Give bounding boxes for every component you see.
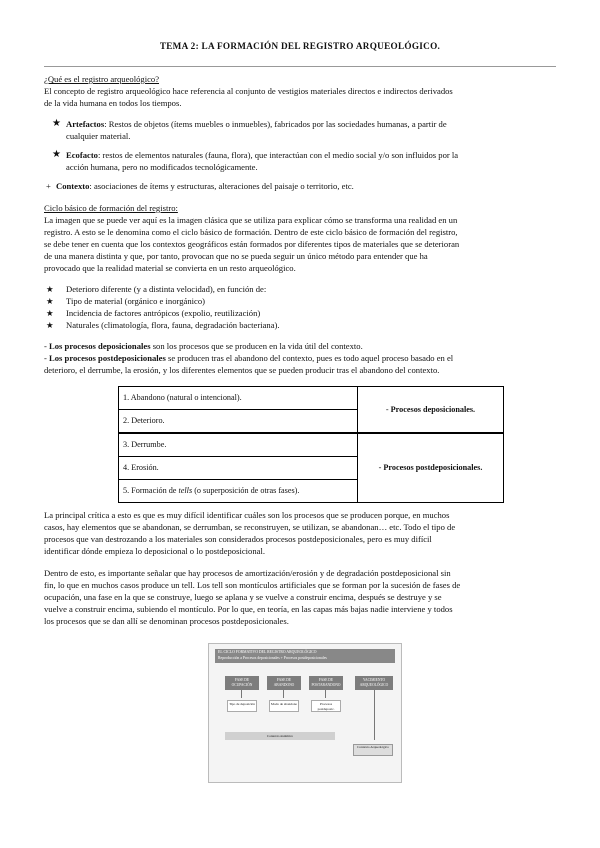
- table-cell: 3. Derrumbe.: [119, 433, 358, 457]
- figure-sub-box: Modo de abandono: [269, 700, 299, 712]
- group-deposicionales: - Procesos deposicionales.: [358, 387, 504, 434]
- tell-line-3: ocupación, una fase en la que se construye, luego se aplana y se vuelve a construir encima, después se destruye y se: [44, 592, 442, 602]
- figure-connector: [325, 690, 326, 698]
- table-cell: 5. Formación de tells (o superposición de otras fases).: [119, 480, 358, 503]
- star-bullet-icon: ★: [46, 284, 54, 294]
- bullet-material: ★ Tipo de material (orgánico e inorgánico): [46, 296, 205, 306]
- section-heading-registro: ¿Qué es el registro arqueológico?: [44, 74, 160, 84]
- tell-line-4: vuelve a construir encima, subiendo el montículo. Por lo que, en teoría, en las capas más bajas nadie interviene y todos: [44, 604, 453, 614]
- table-cell: 4. Erosión.: [119, 457, 358, 480]
- ciclo-line-5: provocado que la realidad material se convierta en un resto arqueológico.: [44, 263, 296, 273]
- def-deposicionales: - Los procesos deposicionales son los procesos que se producen en la vida útil del contexto.: [44, 341, 363, 351]
- group-postdeposicionales: - Procesos postdeposicionales.: [358, 433, 504, 503]
- figure-context-bar: Contexto sistémico: [225, 732, 335, 740]
- ciclo-line-1: La imagen que se puede ver aquí es la imagen clásica que se utiliza para explicar cómo se transforma una realidad en un: [44, 215, 458, 225]
- tell-line-5: los procesos que se dan allí se denominan procesos postdeposicionales.: [44, 616, 289, 626]
- star-bullet-icon: ★: [52, 118, 61, 129]
- tell-line-1: Dentro de esto, es importante señalar que hay procesos de amortización/erosión y de degradación postdeposicional sin: [44, 568, 451, 578]
- ciclo-line-3: se debe tener en cuenta que los contextos geográficos están formados por diferentes tipos de materiales que se deterioran: [44, 239, 460, 249]
- figure-phase-postabandono: FASE DE POSTABANDONO: [309, 676, 343, 690]
- table-row: [119, 387, 504, 410]
- critica-line-4: identificar dónde empieza lo deposicional o lo postdeposicional.: [44, 546, 265, 556]
- critica-line-2: casos, hay elementos que se abandonan, se derrumban, se reconstruyen, se utilizan, se abandonan… etc. Todo el tipo de: [44, 522, 456, 532]
- tell-line-2: fin, lo que en muchos casos produce un tell. Los tell son montículos artificiales que se forman por la sucesión de fases de: [44, 580, 461, 590]
- list-item-contexto: + Contexto: asociaciones de ítems y estructuras, alteraciones del paisaje o territorio, etc.: [46, 181, 354, 191]
- critica-line-1: La principal crítica a esto es que es muy difícil identificar cuáles son los procesos que se producen porque, en muchos: [44, 510, 450, 520]
- def-postdeposicionales-cont: deterioro, el derrumbe, la erosión, y los diferentes elementos que se pueden producir tras el abandono del contexto.: [44, 365, 440, 375]
- figure-phase-abandono: FASE DE ABANDONO: [267, 676, 301, 690]
- term-artefactos: Artefactos: [66, 119, 105, 129]
- figure-connector: [283, 690, 284, 698]
- table-cell: 2. Deterioro.: [119, 410, 358, 434]
- def-postdeposicionales: - Los procesos postdeposicionales se producen tras el abandono del contexto, pues es todo aquel proceso basado en el: [44, 353, 454, 363]
- page-title: TEMA 2: LA FORMACIÓN DEL REGISTRO ARQUEOLÓGICO.: [159, 41, 441, 51]
- figure-sub-box: Tipo de deposición: [227, 700, 257, 712]
- figure-connector: [241, 690, 242, 698]
- figure-sub-box: Procesos postdeposic.: [311, 700, 341, 712]
- intro-line-1: El concepto de registro arqueológico hace referencia al conjunto de vestigios materiales directos e indirectos derivados: [44, 86, 453, 96]
- term-contexto: Contexto: [56, 181, 90, 191]
- table-row: [119, 433, 504, 457]
- star-bullet-icon: ★: [52, 149, 61, 160]
- plus-bullet-icon: +: [46, 181, 51, 191]
- bullet-antropicos: ★ Incidencia de factores antrópicos (expolio, reutilización): [46, 308, 261, 318]
- bullet-naturales: ★ Naturales (climatología, flora, fauna, degradación bacteriana).: [46, 320, 280, 330]
- term-ecofacto: Ecofacto: [66, 150, 98, 160]
- phases-table: [118, 386, 504, 503]
- header-divider: [44, 66, 556, 67]
- star-bullet-icon: ★: [46, 296, 54, 306]
- figure-phase-ocupacion: FASE DE OCUPACIÓN: [225, 676, 259, 690]
- section-heading-ciclo: Ciclo básico de formación del registro:: [44, 203, 178, 213]
- figure-phase-yacimiento: YACIMIENTO ARQUEOLÓGICO: [355, 676, 393, 690]
- figure-header: EL CICLO FORMATIVO DEL REGISTRO ARQUEOLÓGICO Reproducción a Procesos deposicionales + Procesos postdeposicionales: [215, 649, 395, 663]
- star-bullet-icon: ★: [46, 308, 54, 318]
- formation-cycle-figure: [208, 643, 402, 783]
- ciclo-line-4: de una manera distinta y que, por tanto, provocan que no se pueda seguir un único método para entender que ha: [44, 251, 428, 261]
- figure-connector: [374, 690, 375, 740]
- list-item-artefactos: ★ Artefactos: Restos de objetos (ítems muebles o inmuebles), fabricados por las sociedades humanas, a partir de cualquier material.: [52, 118, 447, 141]
- star-bullet-icon: ★: [46, 320, 54, 330]
- list-item-ecofacto: ★ Ecofacto: restos de elementos naturales (fauna, flora), que interactúan con el medio social y/o son influidos por la acción humana, pero no modificados tecnológicamente.: [52, 149, 459, 172]
- ciclo-line-2: registro. A esto se le denomina como el ciclo básico de formación. Dentro de este ciclo básico de formación del registro,: [44, 227, 458, 237]
- bullet-deterioro: ★ Deterioro diferente (y a distinta velocidad), en función de:: [46, 284, 267, 294]
- table-cell: 1. Abandono (natural o intencional).: [119, 387, 358, 410]
- intro-line-2: de la vida humana en todos los tiempos.: [44, 98, 182, 108]
- critica-line-3: procesos que van destrozando a los materiales son considerados procesos postdeposicionales, pero es muy difícil: [44, 534, 432, 544]
- figure-end-box: Contexto Arqueológico: [353, 744, 393, 756]
